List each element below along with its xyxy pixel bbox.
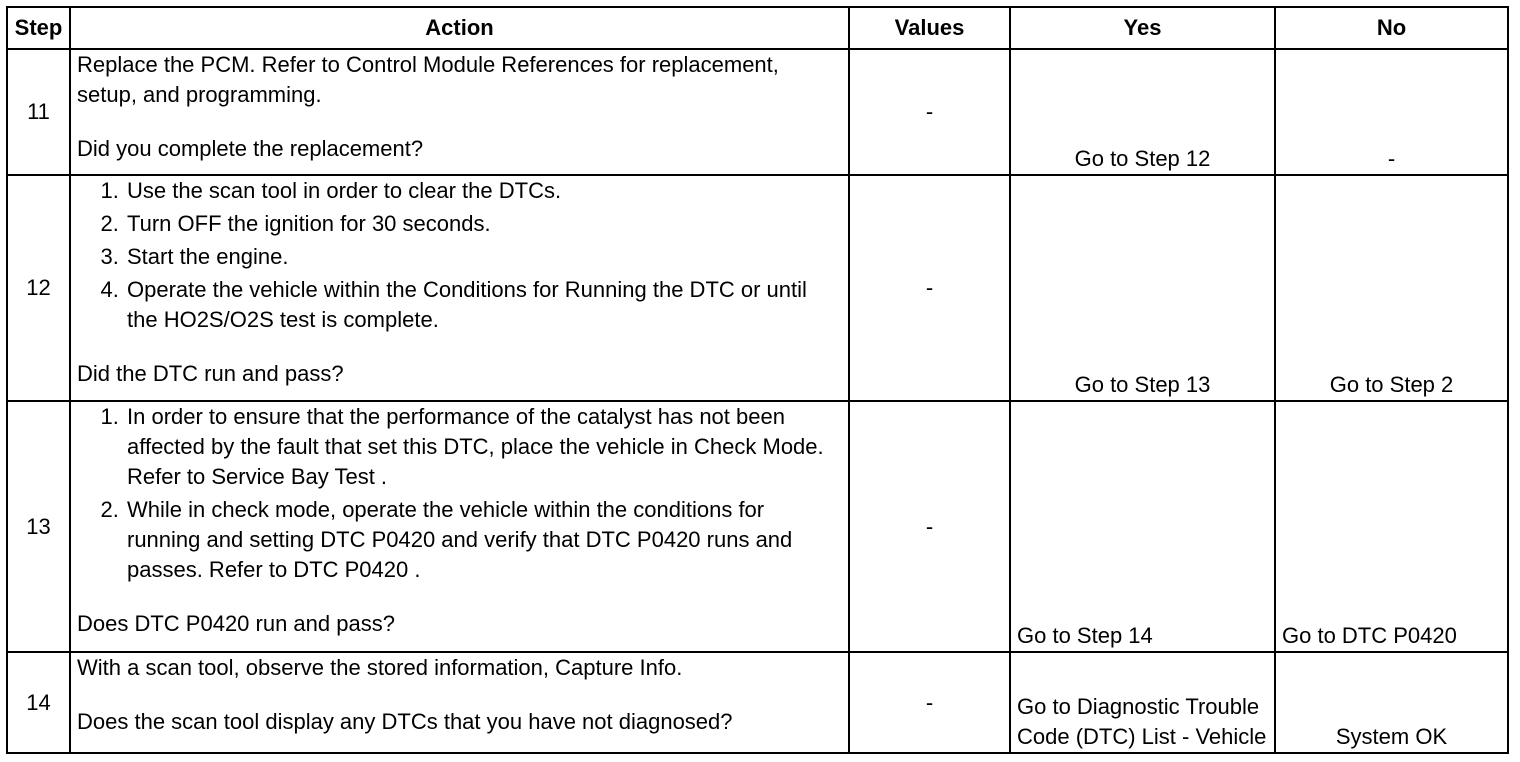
action-cell bbox=[70, 49, 849, 175]
table-row bbox=[7, 49, 1508, 175]
table-row bbox=[7, 175, 1508, 401]
step-number: 13 bbox=[7, 401, 70, 652]
diagnostic-table bbox=[6, 6, 1509, 754]
action-cell bbox=[70, 401, 849, 652]
header-step: Step bbox=[7, 7, 70, 49]
step-number: 12 bbox=[7, 175, 70, 401]
action-cell bbox=[70, 652, 849, 753]
action-cell bbox=[70, 175, 849, 401]
no-cell: - bbox=[1275, 49, 1508, 175]
values-cell: - bbox=[849, 175, 1010, 401]
table-row bbox=[7, 652, 1508, 753]
yes-cell: Go to Step 12 bbox=[1010, 49, 1275, 175]
action-question: Did you complete the replacement? bbox=[77, 136, 424, 161]
action-step-item: 4. Operate the vehicle within the Conditions for Running the DTC or until the HO2S/O2S test is complete. bbox=[125, 275, 842, 335]
action-question: Does the scan tool display any DTCs that you have not diagnosed? bbox=[77, 709, 733, 735]
values-cell: - bbox=[849, 652, 1010, 753]
yes-cell: Go to Diagnostic Trouble Code (DTC) List - Vehicle bbox=[1010, 652, 1275, 753]
no-cell: Go to DTC P0420 bbox=[1275, 401, 1508, 652]
header-no: No bbox=[1275, 7, 1508, 49]
action-steps-list bbox=[77, 176, 842, 335]
action-text: Replace the PCM. Refer to Control Module References for replacement, setup, and programming. bbox=[77, 52, 779, 107]
table-row bbox=[7, 401, 1508, 652]
header-yes: Yes bbox=[1010, 7, 1275, 49]
yes-cell: Go to Step 14 bbox=[1010, 401, 1275, 652]
values-cell: - bbox=[849, 401, 1010, 652]
no-cell: System OK bbox=[1275, 652, 1508, 753]
action-text: With a scan tool, observe the stored information, Capture Info. bbox=[77, 655, 683, 681]
action-step-item: 2. While in check mode, operate the vehicle within the conditions for running and setting DTC P0420 and verify that DTC P0420 runs and passes. Refer to DTC P0420 . bbox=[125, 495, 842, 585]
action-step-item: 1. Use the scan tool in order to clear the DTCs. bbox=[125, 176, 842, 206]
action-step-item: 1. In order to ensure that the performance of the catalyst has not been affected by the fault that set this DTC, place the vehicle in Check Mode. Refer to Service Bay Test . bbox=[125, 402, 842, 492]
header-row bbox=[7, 7, 1508, 49]
action-question: Does DTC P0420 run and pass? bbox=[77, 610, 395, 636]
action-step-item: 3. Start the engine. bbox=[125, 242, 842, 272]
header-action: Action bbox=[70, 7, 849, 49]
no-cell: Go to Step 2 bbox=[1275, 175, 1508, 401]
values-cell: - bbox=[849, 49, 1010, 175]
yes-cell: Go to Step 13 bbox=[1010, 175, 1275, 401]
step-number: 11 bbox=[7, 49, 70, 175]
action-steps-list bbox=[77, 402, 842, 585]
step-number: 14 bbox=[7, 652, 70, 753]
action-step-item: 2. Turn OFF the ignition for 30 seconds. bbox=[125, 209, 842, 239]
header-values: Values bbox=[849, 7, 1010, 49]
action-question: Did the DTC run and pass? bbox=[77, 360, 344, 386]
